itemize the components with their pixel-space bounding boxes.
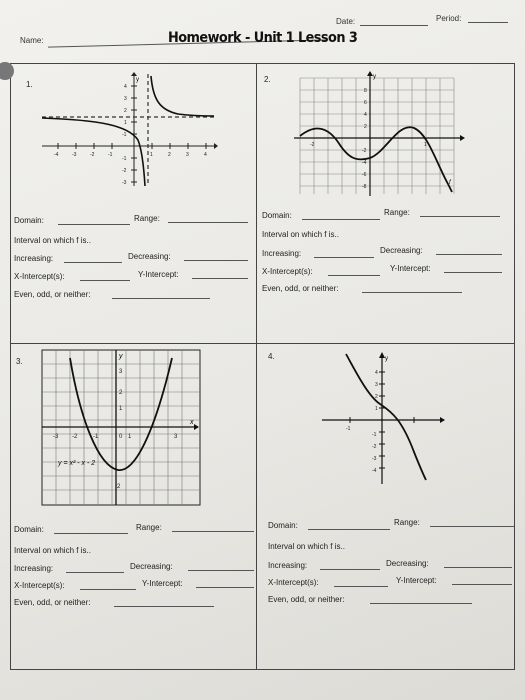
- svg-text:-2: -2: [310, 142, 315, 148]
- problem-1-number: 1.: [26, 80, 33, 89]
- svg-text:-3: -3: [122, 180, 127, 186]
- p2-xint-label: X-Intercept(s):: [262, 267, 313, 276]
- svg-text:1: 1: [375, 406, 378, 412]
- p3-yint-label: Y-Intercept:: [142, 579, 183, 588]
- p3-range-field[interactable]: [172, 531, 254, 532]
- p3-increasing-field[interactable]: [66, 572, 124, 573]
- svg-text:x: x: [190, 419, 194, 426]
- svg-text:y: y: [136, 77, 139, 83]
- date-label: Date:: [336, 17, 356, 26]
- svg-text:8: 8: [364, 88, 367, 94]
- p1-range-label: Range:: [134, 214, 160, 223]
- p4-xint-field[interactable]: [334, 586, 388, 587]
- p2-decreasing-label: Decreasing:: [380, 246, 423, 255]
- svg-text:4: 4: [375, 370, 378, 376]
- p4-yint-label: Y-Intercept:: [396, 576, 437, 585]
- p4-range-field[interactable]: [430, 526, 514, 527]
- svg-text:1: 1: [128, 434, 132, 440]
- p4-eon-label: Even, odd, or neither:: [268, 595, 345, 604]
- svg-text:-4: -4: [54, 152, 59, 158]
- svg-text:3: 3: [119, 369, 123, 375]
- svg-text:-6: -6: [362, 172, 367, 178]
- p2-yint-label: Y-Intercept:: [390, 264, 431, 273]
- problem-2-number: 2.: [264, 75, 271, 84]
- p1-xint-label: X-Intercept(s):: [14, 272, 65, 281]
- p4-decreasing-label: Decreasing:: [386, 559, 429, 568]
- svg-text:-3: -3: [372, 456, 377, 462]
- p2-range-label: Range:: [384, 208, 410, 217]
- svg-text:-2: -2: [90, 152, 95, 158]
- graph-3-equation: y = x² - x - 2: [58, 460, 96, 467]
- svg-text:-1: -1: [122, 156, 127, 162]
- p1-range-field[interactable]: [168, 222, 248, 223]
- svg-text:-2: -2: [72, 434, 78, 440]
- svg-text:4: 4: [364, 112, 367, 118]
- p2-eon-label: Even, odd, or neither:: [262, 284, 339, 293]
- p4-interval-label: Interval on which f is..: [268, 542, 345, 551]
- graph-4: [318, 348, 448, 488]
- svg-text:-1: -1: [346, 426, 351, 432]
- svg-text:y: y: [119, 353, 123, 360]
- svg-text:-1: -1: [122, 132, 127, 138]
- svg-text:-2: -2: [362, 148, 367, 154]
- svg-text:2: 2: [117, 484, 121, 490]
- p2-interval-label: Interval on which f is..: [262, 230, 339, 239]
- svg-text:f: f: [449, 180, 451, 186]
- svg-text:-2: -2: [372, 444, 377, 450]
- svg-text:-4: -4: [372, 468, 377, 474]
- svg-text:2: 2: [124, 108, 127, 114]
- svg-text:1: 1: [119, 406, 123, 412]
- vertical-divider: [256, 63, 257, 670]
- problem-3-number: 3.: [16, 357, 23, 366]
- p3-decreasing-label: Decreasing:: [130, 562, 173, 571]
- p4-increasing-label: Increasing:: [268, 561, 308, 570]
- svg-text:4: 4: [204, 152, 207, 158]
- svg-text:2: 2: [119, 390, 123, 396]
- svg-text:2: 2: [364, 124, 367, 130]
- p2-xint-field[interactable]: [328, 275, 380, 276]
- p3-xint-label: X-Intercept(s):: [14, 581, 65, 590]
- p1-xint-field[interactable]: [80, 280, 130, 281]
- p2-decreasing-field[interactable]: [436, 254, 502, 255]
- svg-text:2: 2: [375, 394, 378, 400]
- svg-text:3: 3: [375, 382, 378, 388]
- p1-yint-field[interactable]: [192, 278, 248, 279]
- svg-text:4: 4: [124, 84, 127, 90]
- svg-text:-1: -1: [372, 432, 377, 438]
- p3-interval-label: Interval on which f is..: [14, 546, 91, 555]
- svg-text:1: 1: [150, 152, 153, 158]
- p3-increasing-label: Increasing:: [14, 564, 54, 573]
- svg-text:0: 0: [119, 434, 123, 440]
- p1-yint-label: Y-Intercept:: [138, 270, 179, 279]
- p4-domain-label: Domain:: [268, 521, 298, 530]
- horizontal-divider: [10, 343, 515, 344]
- p1-eon-field[interactable]: [112, 298, 210, 299]
- graph-2: [290, 70, 465, 198]
- p3-decreasing-field[interactable]: [188, 570, 254, 571]
- p3-domain-field[interactable]: [54, 533, 128, 534]
- name-label: Name:: [20, 36, 44, 45]
- p4-increasing-field[interactable]: [320, 569, 380, 570]
- p2-domain-field[interactable]: [302, 219, 380, 220]
- svg-text:-3: -3: [53, 434, 59, 440]
- p1-interval-label: Interval on which f is..: [14, 236, 91, 245]
- p2-yint-field[interactable]: [444, 272, 502, 273]
- period-line: [468, 22, 508, 23]
- date-line: [360, 25, 428, 26]
- svg-text:2: 2: [168, 152, 171, 158]
- svg-text:-1: -1: [108, 152, 113, 158]
- svg-text:y: y: [385, 356, 388, 362]
- p1-increasing-field[interactable]: [64, 262, 122, 263]
- svg-text:y: y: [373, 74, 376, 80]
- period-label: Period:: [436, 14, 462, 23]
- p3-domain-label: Domain:: [14, 525, 44, 534]
- p4-xint-label: X-Intercept(s):: [268, 578, 319, 587]
- graph-1: [38, 70, 218, 190]
- p1-decreasing-field[interactable]: [184, 260, 248, 261]
- graph-3: [40, 348, 205, 508]
- svg-text:-8: -8: [362, 184, 367, 190]
- svg-text:3: 3: [186, 152, 189, 158]
- p1-eon-label: Even, odd, or neither:: [14, 290, 91, 299]
- svg-text:1: 1: [424, 142, 427, 148]
- svg-text:1: 1: [124, 120, 127, 126]
- p4-eon-field[interactable]: [370, 603, 472, 604]
- p1-domain-field[interactable]: [58, 224, 130, 225]
- svg-text:-2: -2: [122, 168, 127, 174]
- p2-range-field[interactable]: [420, 216, 500, 217]
- p3-range-label: Range:: [136, 523, 162, 532]
- p2-increasing-field[interactable]: [314, 257, 374, 258]
- p4-yint-field[interactable]: [452, 584, 512, 585]
- svg-text:3: 3: [124, 96, 127, 102]
- svg-text:-3: -3: [72, 152, 77, 158]
- svg-text:-1: -1: [93, 434, 99, 440]
- svg-text:3: 3: [174, 434, 178, 440]
- p4-range-label: Range:: [394, 518, 420, 527]
- p2-eon-field[interactable]: [362, 292, 462, 293]
- p2-increasing-label: Increasing:: [262, 249, 302, 258]
- p4-domain-field[interactable]: [308, 529, 390, 530]
- p1-increasing-label: Increasing:: [14, 254, 54, 263]
- p2-domain-label: Domain:: [262, 211, 292, 220]
- p3-xint-field[interactable]: [80, 589, 136, 590]
- p3-eon-label: Even, odd, or neither:: [14, 598, 91, 607]
- p3-yint-field[interactable]: [196, 587, 254, 588]
- svg-text:6: 6: [364, 100, 367, 106]
- p1-decreasing-label: Decreasing:: [128, 252, 171, 261]
- page-title: Homework - Unit 1 Lesson 3: [168, 30, 358, 46]
- p1-domain-label: Domain:: [14, 216, 44, 225]
- p4-decreasing-field[interactable]: [444, 567, 512, 568]
- p3-eon-field[interactable]: [114, 606, 214, 607]
- problem-4-number: 4.: [268, 352, 275, 361]
- svg-text:-4: -4: [362, 160, 367, 166]
